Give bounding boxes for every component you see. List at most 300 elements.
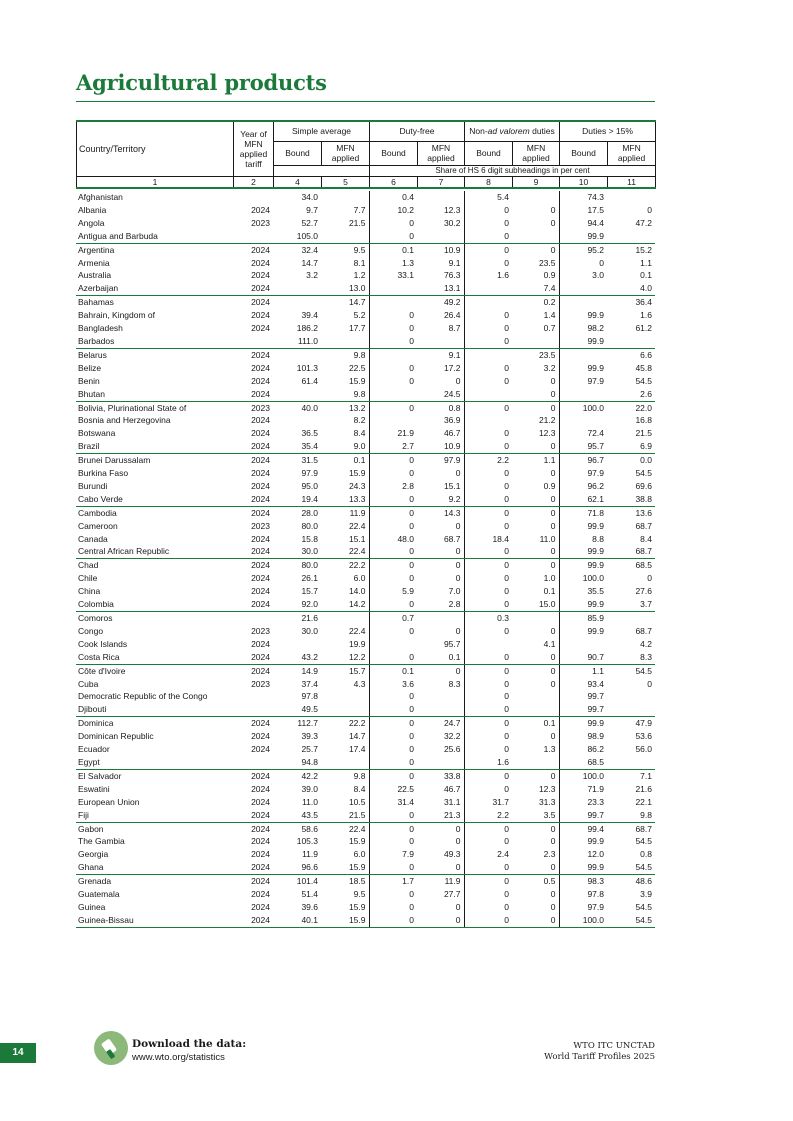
value-cell: 0.3 bbox=[464, 612, 512, 625]
value-cell bbox=[273, 638, 321, 651]
value-cell: 1.6 bbox=[464, 269, 512, 282]
value-cell: 8.4 bbox=[353, 428, 366, 439]
page-title: Agricultural products bbox=[76, 70, 327, 95]
table-row bbox=[76, 664, 655, 677]
value-cell: 7.7 bbox=[353, 204, 366, 215]
value-cell: 22.4 bbox=[348, 625, 366, 636]
country-cell: Georgia bbox=[78, 849, 109, 860]
value-cell: 14.9 bbox=[301, 665, 318, 676]
country-cell: Bolivia, Plurinational State of bbox=[78, 402, 187, 413]
value-cell: 0 bbox=[464, 545, 512, 558]
value-cell: 0 bbox=[647, 204, 652, 215]
publisher: WTO ITC UNCTAD bbox=[573, 1041, 655, 1051]
value-cell: 2.2 bbox=[464, 809, 512, 822]
country-cell: Australia bbox=[78, 270, 112, 281]
value-cell: 0 bbox=[464, 506, 512, 519]
table-row bbox=[76, 835, 655, 848]
table-row bbox=[76, 401, 655, 414]
header-country: Country/Territory bbox=[77, 121, 234, 176]
value-cell: 9.5 bbox=[353, 244, 366, 255]
value-cell: 0 bbox=[455, 823, 461, 834]
value-cell: 0 bbox=[369, 717, 417, 730]
value-cell: 0 bbox=[464, 585, 512, 598]
value-cell bbox=[321, 230, 369, 243]
value-cell: 2024 bbox=[251, 270, 270, 281]
value-cell: 0 bbox=[369, 520, 417, 533]
value-cell: 99.9 bbox=[559, 559, 607, 572]
country-cell: Democratic Republic of the Congo bbox=[78, 691, 208, 702]
value-cell: 0.7 bbox=[369, 612, 417, 625]
value-cell: 17.2 bbox=[443, 362, 461, 373]
value-cell: 0 bbox=[464, 375, 512, 388]
value-cell: 2024 bbox=[251, 349, 270, 360]
value-cell: 0 bbox=[369, 822, 417, 835]
value-cell bbox=[233, 230, 273, 243]
header-bound: Bound bbox=[560, 141, 608, 165]
value-cell: 25.7 bbox=[301, 744, 318, 755]
value-cell bbox=[233, 612, 273, 625]
value-cell: 15.0 bbox=[512, 598, 559, 611]
value-cell: 3.9 bbox=[640, 889, 652, 900]
value-cell: 9.8 bbox=[321, 388, 369, 401]
value-cell: 0.1 bbox=[543, 586, 556, 597]
value-cell: 0 bbox=[455, 560, 461, 571]
value-cell bbox=[512, 690, 559, 703]
value-cell bbox=[607, 335, 655, 348]
value-cell: 0 bbox=[417, 545, 464, 558]
value-cell: 11.9 bbox=[444, 876, 461, 887]
value-cell: 21.6 bbox=[635, 783, 652, 794]
value-cell: 0.0 bbox=[640, 455, 652, 466]
value-cell: 40.0 bbox=[301, 402, 318, 413]
country-cell: Cambodia bbox=[78, 507, 117, 518]
country-cell: Colombia bbox=[76, 598, 233, 611]
value-cell: 0 bbox=[550, 468, 556, 479]
value-cell: 54.5 bbox=[635, 468, 652, 479]
value-cell bbox=[607, 230, 655, 243]
value-cell bbox=[512, 191, 559, 204]
value-cell: 2024 bbox=[233, 861, 273, 874]
value-cell: 68.5 bbox=[635, 560, 652, 571]
value-cell: 15.8 bbox=[301, 533, 318, 544]
value-cell bbox=[607, 612, 655, 625]
header-share-note: Share of HS 6 digit subheadings in per cent bbox=[370, 165, 656, 176]
country-cell: Bahamas bbox=[78, 297, 114, 308]
value-cell: 30.2 bbox=[443, 217, 461, 228]
value-cell bbox=[512, 703, 559, 716]
value-cell: 0 bbox=[464, 335, 512, 348]
value-cell: 25.6 bbox=[443, 744, 461, 755]
value-cell: 48.6 bbox=[635, 876, 652, 887]
header-bound: Bound bbox=[274, 141, 322, 165]
value-cell: 2024 bbox=[233, 282, 273, 295]
country-cell: Belize bbox=[78, 362, 102, 373]
value-cell: 99.4 bbox=[559, 822, 607, 835]
value-cell: 0 bbox=[464, 783, 512, 796]
value-cell: 2024 bbox=[251, 718, 270, 729]
table-row bbox=[76, 533, 655, 546]
value-cell: 21.5 bbox=[348, 217, 366, 228]
country-cell: Central African Republic bbox=[76, 545, 233, 558]
value-cell bbox=[369, 638, 417, 651]
value-cell: 7.1 bbox=[640, 770, 652, 781]
value-cell: 0 bbox=[550, 625, 556, 636]
value-cell: 15.9 bbox=[321, 914, 369, 927]
value-cell: 0 bbox=[647, 678, 652, 689]
value-cell bbox=[321, 703, 369, 716]
value-cell bbox=[321, 191, 369, 204]
value-cell: 0 bbox=[455, 625, 461, 636]
value-cell: 3.5 bbox=[512, 809, 559, 822]
value-cell: 2024 bbox=[233, 545, 273, 558]
table-row bbox=[76, 690, 655, 703]
value-cell bbox=[321, 612, 369, 625]
value-cell: 31.7 bbox=[464, 796, 512, 809]
country-cell: Bahrain, Kingdom of bbox=[78, 310, 156, 321]
value-cell: 99.9 bbox=[559, 835, 607, 848]
value-cell: 111.0 bbox=[273, 335, 321, 348]
value-cell: 9.7 bbox=[306, 204, 318, 215]
value-cell: 0 bbox=[369, 730, 417, 743]
value-cell: 14.7 bbox=[348, 731, 366, 742]
value-cell: 14.7 bbox=[348, 297, 366, 308]
value-cell: 0 bbox=[369, 690, 417, 703]
value-cell: 0 bbox=[464, 243, 512, 256]
value-cell: 99.9 bbox=[559, 545, 607, 558]
value-cell: 0 bbox=[464, 401, 512, 414]
value-cell: 11.9 bbox=[302, 849, 318, 860]
value-cell: 4.3 bbox=[353, 678, 366, 689]
value-cell: 2023 bbox=[251, 217, 270, 228]
country-cell: Antigua and Barbuda bbox=[76, 230, 233, 243]
value-cell: 3.0 bbox=[559, 269, 607, 282]
value-cell: 0.4 bbox=[369, 191, 417, 204]
value-cell: 53.6 bbox=[635, 731, 652, 742]
value-cell: 0 bbox=[512, 651, 559, 664]
country-cell: European Union bbox=[78, 796, 140, 807]
value-cell: 45.8 bbox=[635, 362, 652, 373]
value-cell bbox=[607, 690, 655, 703]
country-cell: Chad bbox=[78, 560, 99, 571]
value-cell: 0 bbox=[550, 731, 556, 742]
value-cell: 22.5 bbox=[348, 362, 366, 373]
table-row bbox=[76, 756, 655, 769]
value-cell: 0 bbox=[464, 822, 512, 835]
header-mfn-applied: MFN applied bbox=[418, 141, 465, 165]
value-cell bbox=[369, 348, 417, 361]
value-cell bbox=[369, 282, 417, 295]
value-cell bbox=[464, 282, 512, 295]
value-cell: 72.4 bbox=[559, 427, 607, 440]
value-cell: 105.3 bbox=[296, 836, 318, 847]
table-row bbox=[76, 309, 655, 322]
value-cell: 99.9 bbox=[559, 230, 607, 243]
country-cell: Afghanistan bbox=[78, 192, 123, 202]
value-cell: 0 bbox=[464, 204, 512, 217]
value-cell: 74.3 bbox=[559, 191, 607, 204]
table-row bbox=[76, 230, 655, 243]
value-cell: 12.2 bbox=[321, 651, 369, 664]
value-cell: 33.1 bbox=[369, 269, 417, 282]
value-cell: 2024 bbox=[251, 507, 270, 518]
value-cell: 98.2 bbox=[559, 322, 607, 335]
value-cell: 0 bbox=[464, 888, 512, 901]
country-cell: Cook Islands bbox=[78, 638, 128, 649]
value-cell: 0 bbox=[417, 914, 464, 927]
value-cell: 1.1 bbox=[559, 664, 607, 677]
value-cell: 96.6 bbox=[273, 861, 321, 874]
table-row bbox=[76, 730, 655, 743]
country-cell: Comoros bbox=[78, 613, 113, 623]
value-cell: 0 bbox=[464, 217, 512, 230]
value-cell: 0 bbox=[464, 520, 512, 533]
col-number: 1 bbox=[77, 176, 234, 188]
value-cell: 0 bbox=[512, 861, 559, 874]
value-cell: 3.6 bbox=[369, 678, 417, 691]
value-cell: 0 bbox=[464, 559, 512, 572]
value-cell bbox=[273, 348, 321, 361]
value-cell: 2024 bbox=[251, 480, 270, 491]
value-cell: 0 bbox=[464, 901, 512, 914]
value-cell: 35.4 bbox=[273, 440, 321, 453]
value-cell: 17.4 bbox=[348, 744, 366, 755]
value-cell: 2024 bbox=[251, 638, 270, 649]
country-cell: Costa Rica bbox=[76, 651, 233, 664]
value-cell: 0.7 bbox=[543, 323, 556, 334]
value-cell: 26.1 bbox=[301, 573, 318, 584]
value-cell: 0 bbox=[550, 665, 556, 676]
value-cell: 0 bbox=[512, 914, 559, 927]
table-row bbox=[76, 388, 655, 401]
value-cell: 19.4 bbox=[273, 493, 321, 506]
value-cell bbox=[233, 191, 273, 204]
value-cell: 8.8 bbox=[559, 533, 607, 546]
value-cell: 2024 bbox=[233, 598, 273, 611]
value-cell: 26.4 bbox=[443, 310, 461, 321]
value-cell bbox=[559, 282, 607, 295]
value-cell: 2024 bbox=[251, 770, 270, 781]
value-cell: 9.1 bbox=[448, 257, 461, 268]
value-cell: 97.9 bbox=[559, 375, 607, 388]
value-cell: 96.7 bbox=[559, 454, 607, 467]
table-row bbox=[76, 678, 655, 691]
value-cell: 54.5 bbox=[635, 665, 652, 676]
value-cell: 93.4 bbox=[559, 678, 607, 691]
download-link[interactable]: www.wto.org/statistics bbox=[132, 1052, 225, 1063]
value-cell: 48.0 bbox=[369, 533, 417, 546]
table-row bbox=[76, 480, 655, 493]
download-label: Download the data: bbox=[132, 1038, 247, 1050]
value-cell: 27.7 bbox=[443, 889, 461, 900]
value-cell: 95.7 bbox=[559, 440, 607, 453]
value-cell: 100.0 bbox=[559, 401, 607, 414]
value-cell: 0 bbox=[455, 665, 461, 676]
value-cell: 30.0 bbox=[273, 545, 321, 558]
value-cell: 17.7 bbox=[348, 323, 366, 334]
table-row bbox=[76, 440, 655, 453]
country-cell: Cabo Verde bbox=[76, 493, 233, 506]
value-cell: 0 bbox=[550, 217, 556, 228]
value-cell: 54.5 bbox=[635, 375, 652, 386]
table-row bbox=[76, 717, 655, 730]
value-cell: 0 bbox=[369, 375, 417, 388]
country-cell: Barbados bbox=[76, 335, 233, 348]
value-cell: 13.2 bbox=[348, 402, 366, 413]
value-cell: 99.7 bbox=[559, 809, 607, 822]
header-non-adv-prefix: Non- bbox=[469, 126, 488, 137]
value-cell: 0 bbox=[464, 651, 512, 664]
value-cell: 0 bbox=[369, 467, 417, 480]
value-cell: 15.7 bbox=[348, 665, 366, 676]
table-row bbox=[76, 257, 655, 270]
value-cell: 8.1 bbox=[353, 257, 366, 268]
value-cell: 0 bbox=[369, 217, 417, 230]
value-cell: 0 bbox=[550, 244, 556, 255]
value-cell: 31.3 bbox=[538, 796, 556, 807]
value-cell: 0 bbox=[464, 257, 512, 270]
value-cell: 0 bbox=[550, 836, 556, 847]
value-cell: 9.8 bbox=[353, 349, 366, 360]
value-cell: 0.8 bbox=[640, 849, 652, 860]
table-row bbox=[76, 638, 655, 651]
value-cell: 49.3 bbox=[443, 849, 461, 860]
value-cell: 69.6 bbox=[635, 480, 652, 491]
value-cell: 8.4 bbox=[353, 783, 366, 794]
value-cell: 9.8 bbox=[353, 770, 366, 781]
value-cell: 0 bbox=[369, 572, 417, 585]
country-cell: Bosnia and Herzegovina bbox=[78, 415, 171, 426]
col-number: 4 bbox=[274, 176, 322, 188]
value-cell: 22.4 bbox=[348, 520, 366, 531]
country-cell: Brunei Darussalam bbox=[78, 455, 151, 466]
value-cell: 6.0 bbox=[353, 573, 366, 584]
table-body bbox=[76, 191, 655, 927]
value-cell: 100.0 bbox=[559, 572, 607, 585]
value-cell: 86.2 bbox=[559, 743, 607, 756]
table-row bbox=[76, 743, 655, 756]
value-cell: 2023 bbox=[251, 678, 270, 689]
table-row bbox=[76, 427, 655, 440]
value-cell: 56.0 bbox=[635, 744, 652, 755]
header-mfn-applied: MFN applied bbox=[322, 141, 370, 165]
value-cell: 0 bbox=[512, 388, 559, 401]
value-cell: 0 bbox=[369, 835, 417, 848]
value-cell: 0 bbox=[550, 889, 556, 900]
header-year: Year of MFN applied tariff bbox=[234, 121, 274, 176]
value-cell: 0 bbox=[369, 506, 417, 519]
value-cell: 39.0 bbox=[301, 783, 318, 794]
value-cell: 7.4 bbox=[512, 282, 559, 295]
value-cell bbox=[417, 690, 464, 703]
value-cell: 1.7 bbox=[369, 875, 417, 888]
table-row bbox=[76, 454, 655, 467]
value-cell: 112.7 bbox=[297, 718, 318, 729]
value-cell: 2024 bbox=[251, 665, 270, 676]
col-number: 7 bbox=[418, 176, 465, 188]
value-cell: 21.2 bbox=[538, 415, 556, 426]
value-cell: 15.9 bbox=[348, 901, 366, 912]
value-cell: 43.2 bbox=[273, 651, 321, 664]
value-cell: 94.8 bbox=[273, 756, 321, 769]
value-cell: 101.3 bbox=[296, 362, 318, 373]
value-cell: 2024 bbox=[251, 415, 270, 426]
header-simple-average: Simple average bbox=[274, 121, 370, 141]
value-cell: 12.3 bbox=[538, 428, 556, 439]
col-number: 10 bbox=[560, 176, 608, 188]
value-cell: 99.9 bbox=[559, 309, 607, 322]
value-cell: 11.0 bbox=[302, 796, 318, 807]
country-cell: Egypt bbox=[76, 756, 233, 769]
table-row bbox=[76, 703, 655, 716]
country-cell: Guinea bbox=[78, 901, 106, 912]
country-cell: Albania bbox=[78, 204, 107, 215]
value-cell: 2024 bbox=[251, 533, 270, 544]
country-cell: Djibouti bbox=[76, 703, 233, 716]
header-non-adv-suffix: duties bbox=[529, 126, 555, 137]
value-cell bbox=[559, 388, 607, 401]
value-cell: 0 bbox=[464, 875, 512, 888]
value-cell: 0 bbox=[464, 730, 512, 743]
value-cell: 68.7 bbox=[635, 823, 652, 834]
value-cell: 0 bbox=[369, 861, 417, 874]
value-cell bbox=[369, 414, 417, 427]
value-cell: 36.5 bbox=[301, 428, 318, 439]
value-cell: 99.9 bbox=[559, 717, 607, 730]
value-cell: 0 bbox=[464, 322, 512, 335]
value-cell: 0 bbox=[369, 901, 417, 914]
country-cell: Ghana bbox=[76, 861, 233, 874]
value-cell bbox=[607, 703, 655, 716]
value-cell bbox=[607, 756, 655, 769]
value-cell: 0 bbox=[464, 835, 512, 848]
value-cell: 99.9 bbox=[559, 625, 607, 638]
table-row bbox=[76, 217, 655, 230]
value-cell: 0 bbox=[369, 362, 417, 375]
value-cell: 95.2 bbox=[559, 243, 607, 256]
value-cell: 2024 bbox=[251, 297, 270, 308]
value-cell: 51.4 bbox=[301, 889, 318, 900]
value-cell: 2024 bbox=[251, 836, 270, 847]
value-cell: 0 bbox=[464, 861, 512, 874]
value-cell: 2024 bbox=[251, 889, 270, 900]
value-cell: 99.9 bbox=[559, 335, 607, 348]
value-cell: 24.3 bbox=[348, 480, 366, 491]
value-cell: 0 bbox=[550, 770, 556, 781]
value-cell: 2024 bbox=[251, 375, 270, 386]
country-cell: Grenada bbox=[78, 876, 112, 887]
value-cell: 10.2 bbox=[369, 204, 417, 217]
value-cell bbox=[464, 638, 512, 651]
value-cell: 32.2 bbox=[443, 731, 461, 742]
value-cell: 0 bbox=[369, 625, 417, 638]
value-cell: 61.2 bbox=[635, 323, 652, 334]
value-cell: 0.2 bbox=[543, 297, 556, 308]
download-icon[interactable] bbox=[94, 1031, 128, 1065]
value-cell bbox=[559, 414, 607, 427]
page-number: 14 bbox=[0, 1043, 36, 1063]
value-cell: 16.8 bbox=[635, 415, 652, 426]
table-row bbox=[76, 914, 655, 927]
header-mfn-applied: MFN applied bbox=[608, 141, 656, 165]
value-cell bbox=[417, 191, 464, 204]
value-cell: 0 bbox=[464, 309, 512, 322]
table-row bbox=[76, 493, 655, 506]
value-cell: 0.1 bbox=[353, 455, 366, 466]
value-cell: 47.9 bbox=[635, 718, 652, 729]
value-cell: 31.4 bbox=[369, 796, 417, 809]
value-cell: 15.1 bbox=[443, 480, 461, 491]
value-cell: 13.0 bbox=[321, 282, 369, 295]
